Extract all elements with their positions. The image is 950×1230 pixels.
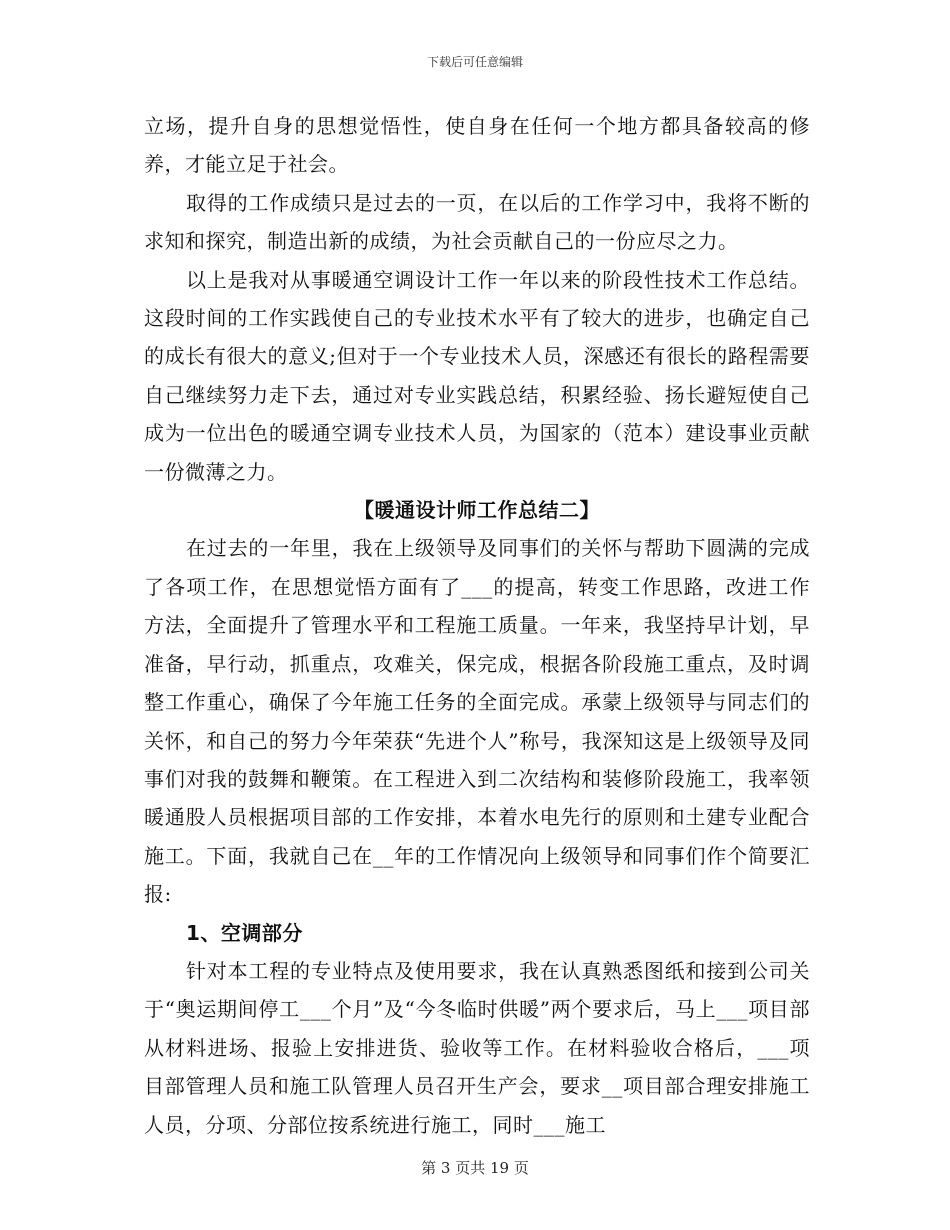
paragraph-4: 在过去的一年里，我在上级领导及同事们的关怀与帮助下圆满的完成了各项工作，在思想觉悟方面有了___的提高，转变工作思路，改进工作方法，全面提升了管理水平和工程施工质量。一年来，我坚持早计划，早准备，早行动，抓重点，攻难关，保完成，根据各阶段施工重点，及时调整工作重心，确保了今年施工任务的全面完成。承蒙上级领导与同志们的关怀，和自己的努力今年荣获“先进个人”称号，我深知这是上级领导及同事们对我的鼓舞和鞭策。在工程进入到二次结构和装修阶段施工，我率领暖通股人员根据项目部的工作安排，本着水电先行的原则和土建专业配合施工。下面，我就自己在__年的工作情况向上级领导和同事们作个简要汇报: [144, 536, 810, 907]
subheading-air-conditioning: 1、空调部分 [186, 920, 303, 945]
page-footer: 第 3 页共 19 页 [421, 1159, 529, 1177]
page-header: 下载后可任意编辑 [426, 55, 523, 69]
paragraph-1: 立场，提升自身的思想觉悟性，使自身在任何一个地方都具备较高的修养，才能立足于社会。 [144, 114, 810, 177]
paragraph-2: 取得的工作成绩只是过去的一页，在以后的工作学习中，我将不断的求知和探究，制造出新的成绩，为社会贡献自己的一份应尽之力。 [144, 190, 810, 254]
document-body [144, 107, 810, 1144]
paragraph-5: 针对本工程的专业特点及使用要求，我在认真熟悉图纸和接到公司关于“奥运期间停工___个月”及“今冬临时供暖”两个要求后，马上___项目部从材料进场、报验上安排进货、验收等工作。在材料验收合格后，___项目部管理人员和施工队管理人员召开生产会，要求__项目部合理安排施工人员，分项、分部位按系统进行施工，同时___施工 [144, 958, 810, 1137]
paragraph-3: 以上是我对从事暖通空调设计工作一年以来的阶段性技术工作总结。这段时间的工作实践使自己的专业技术水平有了较大的进步，也确定自己的成长有很大的意义;但对于一个专业技术人员，深感还有很长的路程需要自己继续努力走下去，通过对专业实践总结，积累经验、扬长避短使自己成为一位出色的暖通空调专业技术人员，为国家的（范本）建设事业贡献一份微薄之力。 [144, 267, 810, 484]
section-title: 【暖通设计师工作总结二】 [354, 498, 600, 523]
